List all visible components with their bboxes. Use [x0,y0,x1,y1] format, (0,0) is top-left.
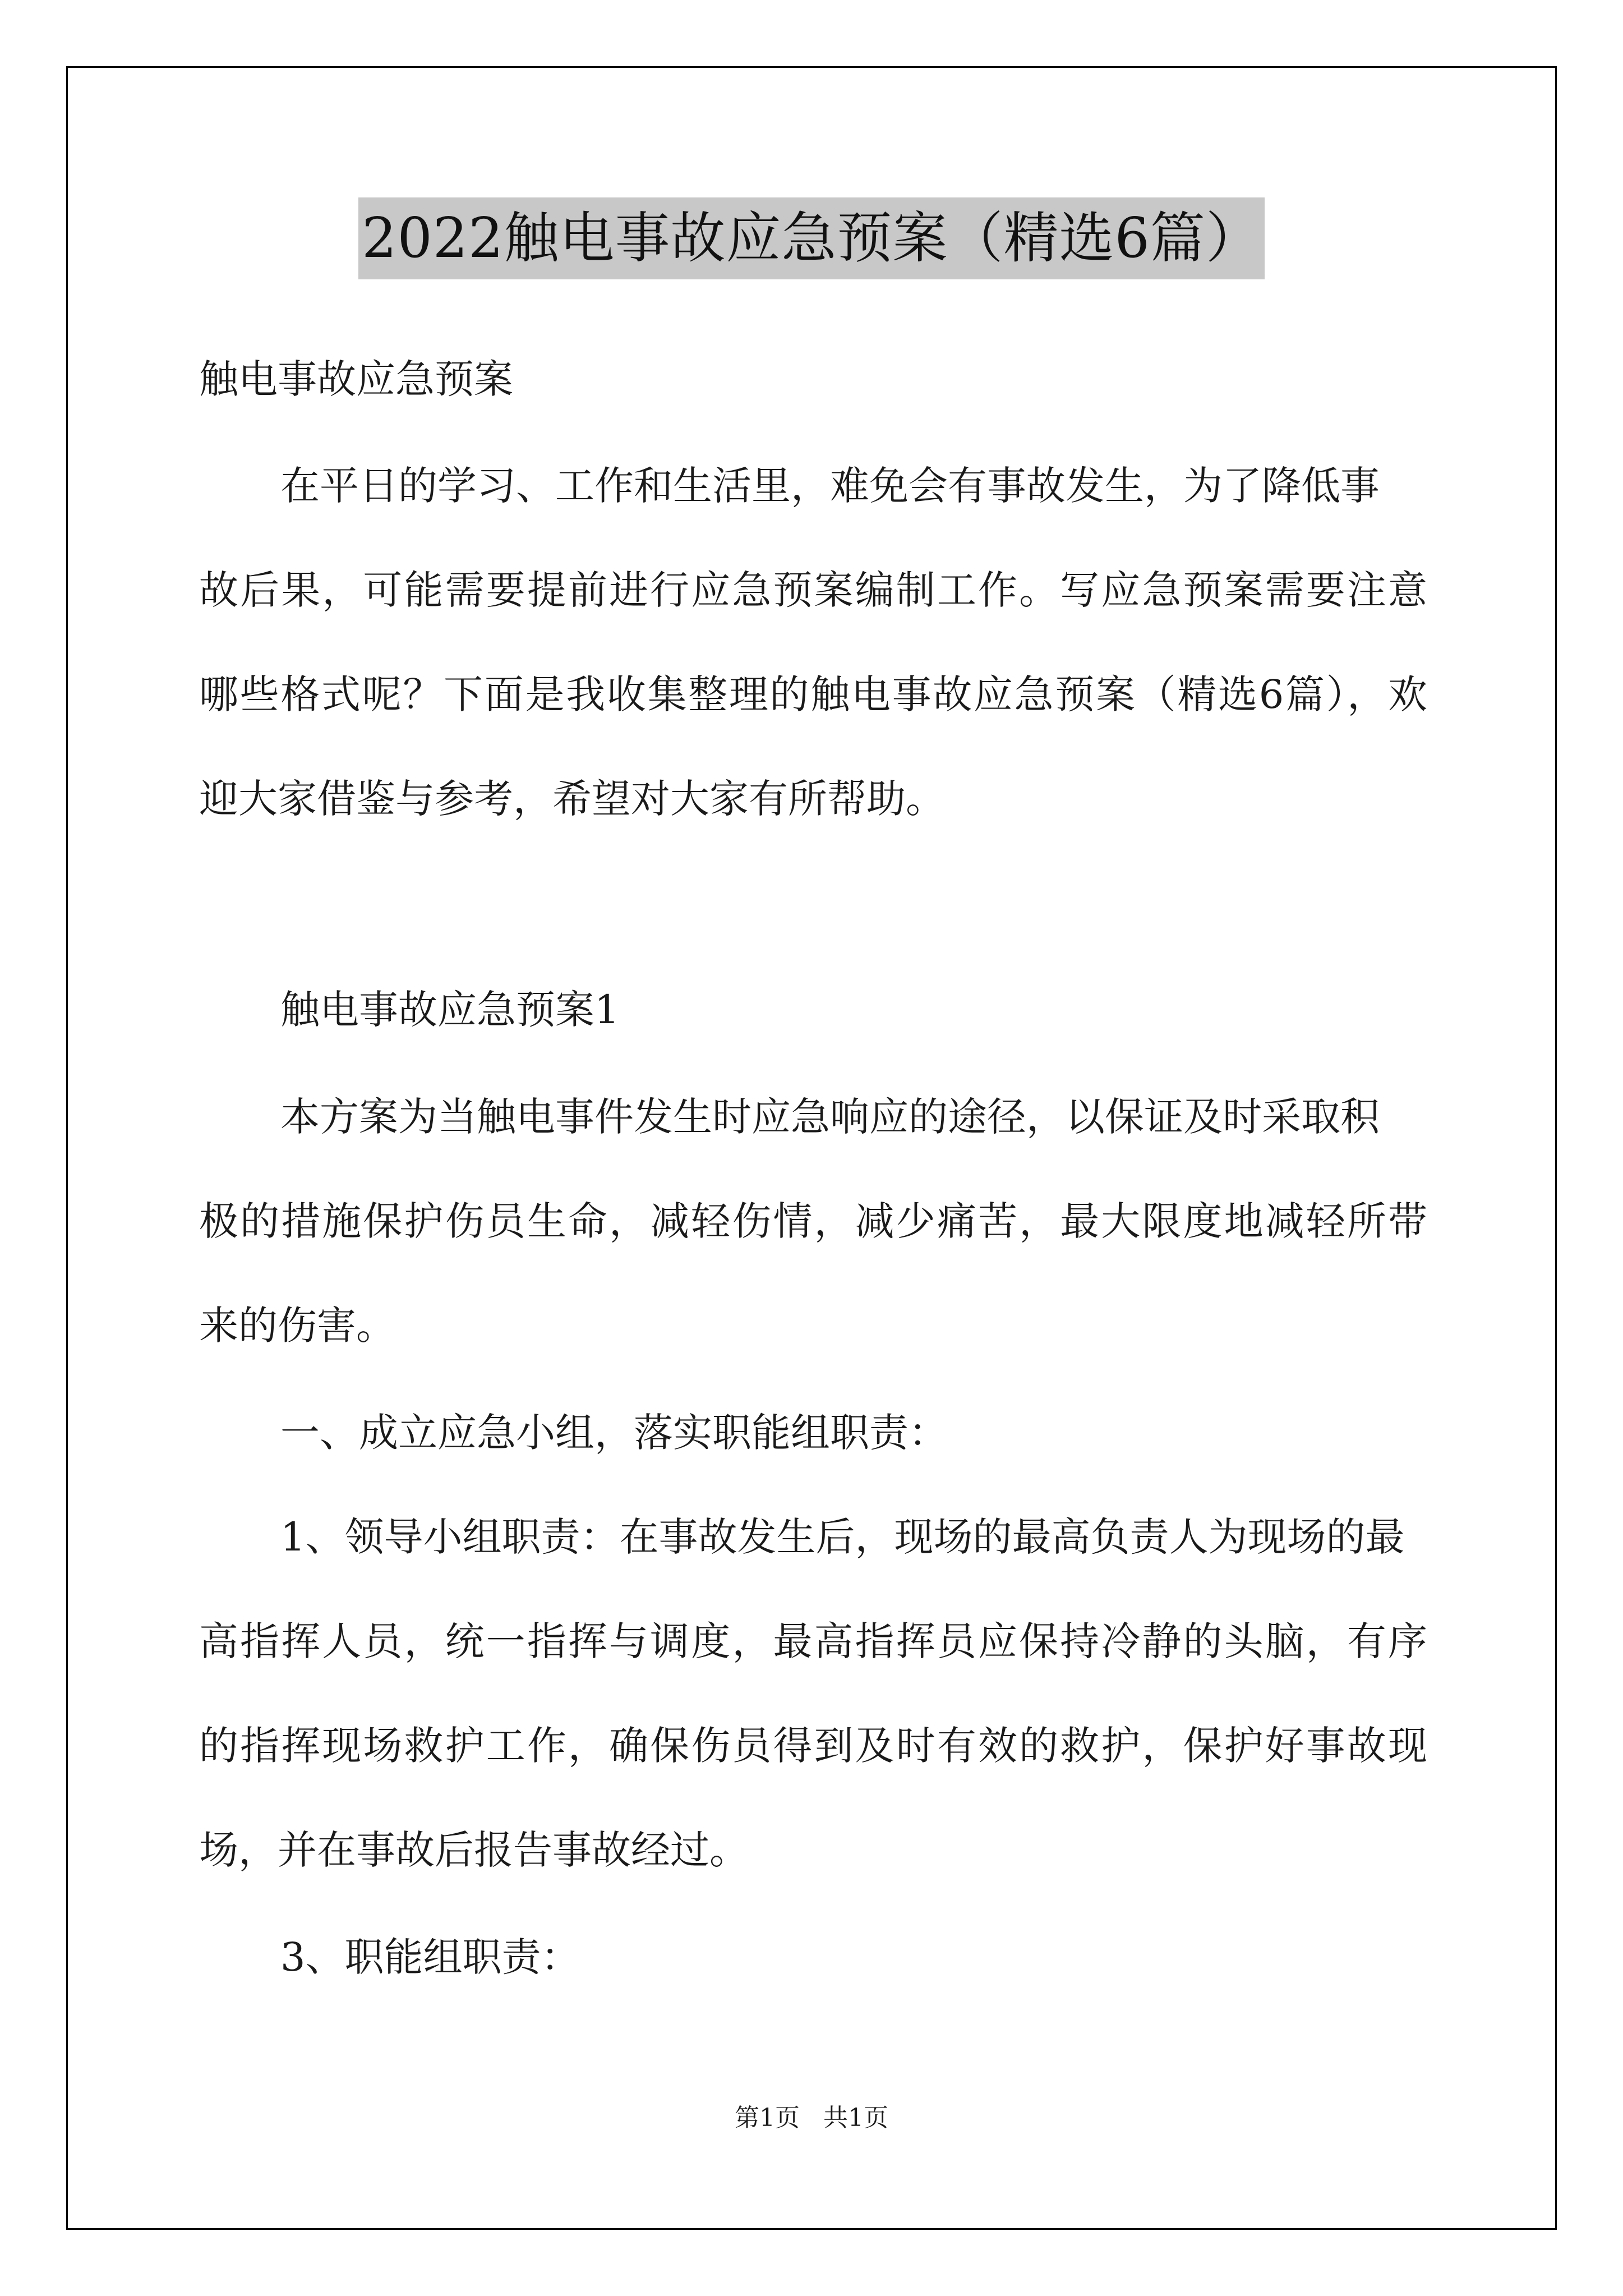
plan1-intro-line-2: 极的措施保护伤员生命，减轻伤情，减少痛苦，最大限度地减轻所带 [199,1198,1427,1244]
document-title: 2022触电事故应急预案（精选6篇） [358,197,1265,279]
item1-line-4: 场，并在事故后报告事故经过。 [199,1827,749,1873]
title-container [0,197,1623,279]
item-heading: 一、成立应急小组，落实职能组职责： [280,1410,948,1456]
intro-line-1: 在平日的学习、工作和生活里，难免会有事故发生，为了降低事 [280,463,1380,509]
item3-heading: 3、职能组职责： [280,1934,580,1980]
plan1-intro-line-1: 本方案为当触电事件发生时应急响应的途径，以保证及时采取积 [280,1094,1380,1140]
page-footer: 第1页 共1页 [735,2104,888,2132]
plan1-heading: 触电事故应急预案1 [280,987,620,1033]
section-heading: 触电事故应急预案 [199,356,513,402]
intro-line-4: 迎大家借鉴与参考，希望对大家有所帮助。 [199,776,945,822]
item1-line-2: 高指挥人员，统一指挥与调度，最高指挥员应保持冷静的头脑，有序 [199,1618,1427,1664]
plan1-intro-line-3: 来的伤害。 [199,1303,395,1349]
item1-line-3: 的指挥现场救护工作，确保伤员得到及时有效的救护，保护好事故现 [199,1723,1427,1769]
item1-line-1: 1、领导小组职责：在事故发生后，现场的最高负责人为现场的最 [280,1514,1405,1560]
intro-line-3: 哪些格式呢？下面是我收集整理的触电事故应急预案（精选6篇），欢 [199,671,1427,717]
intro-line-2: 故后果，可能需要提前进行应急预案编制工作。写应急预案需要注意 [199,567,1427,613]
